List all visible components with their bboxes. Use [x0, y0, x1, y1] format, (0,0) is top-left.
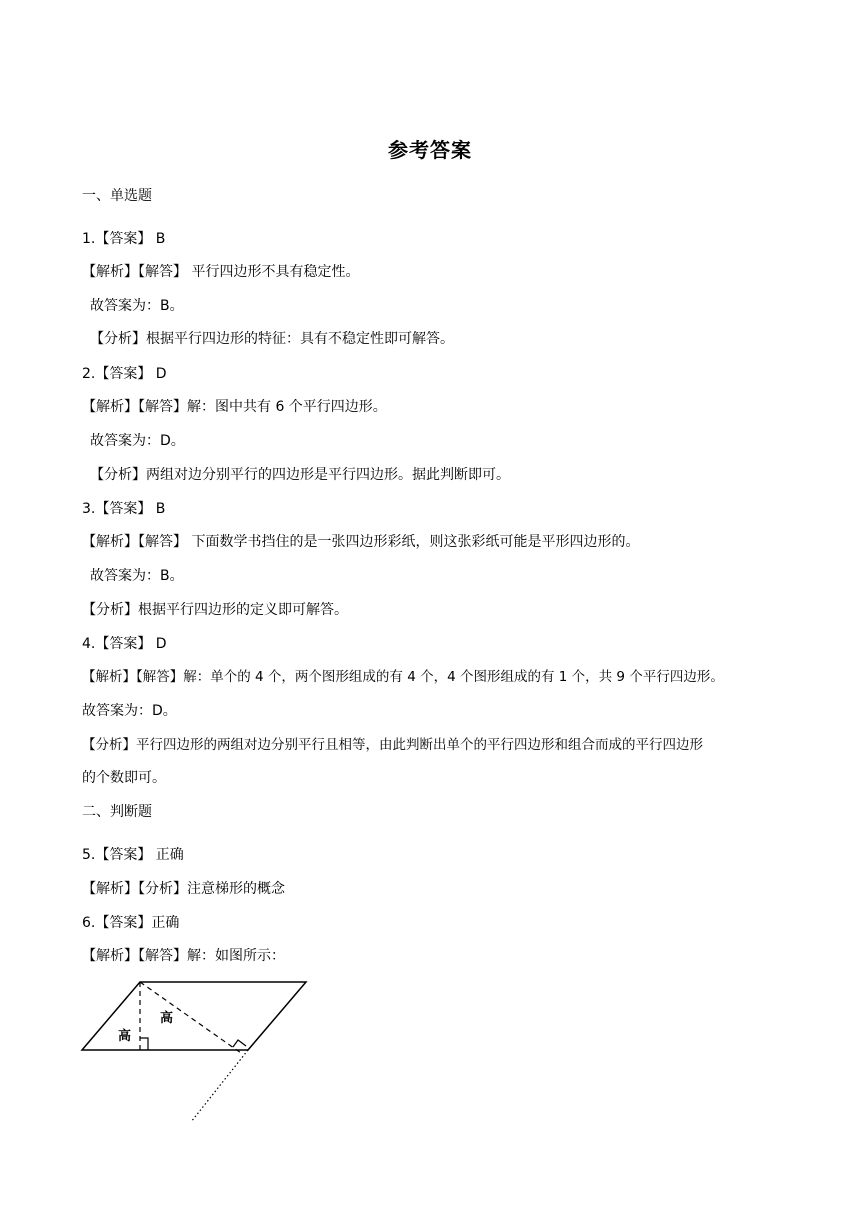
section-heading-true-false: 二、判断题: [82, 804, 152, 820]
analysis-2: 【分析】两组对边分别平行的四边形是平行四边形。据此判断即可。: [90, 467, 510, 483]
section-heading-single-choice: 一、单选题: [82, 188, 152, 204]
analysis-4: 【分析】平行四边形的两组对边分别平行且相等，由此判断出单个的平行四边形和组合而成的平行四边形: [82, 737, 703, 753]
page-title: 参考答案: [388, 138, 472, 162]
height-line-diagonal: [140, 982, 241, 1053]
explanation-2: 【解析】【解答】解：图中共有 6 个平行四边形。: [82, 399, 387, 415]
explanation-5: 【解析】【分析】注意梯形的概念: [82, 881, 285, 897]
answer-5: 5.【答案】 正确: [82, 847, 184, 863]
height-label-2: 高: [160, 1011, 174, 1026]
explanation-3: 【解析】【解答】 下面数学书挡住的是一张四边形彩纸，则这张彩纸可能是平形四边形的。: [82, 534, 640, 550]
answer-2: 2.【答案】 D: [82, 366, 167, 382]
conclusion-1: 故答案为：B。: [90, 298, 184, 314]
answer-4: 4.【答案】 D: [82, 636, 167, 652]
height-label-1: 高: [118, 1029, 132, 1044]
analysis-1: 【分析】根据平行四边形的特征：具有不稳定性即可解答。: [90, 331, 454, 347]
conclusion-4: 故答案为：D。: [82, 703, 177, 719]
answer-6: 6.【答案】正确: [82, 915, 180, 931]
explanation-4: 【解析】【解答】解：单个的 4 个，两个图形组成的有 4 个，4 个图形组成的有 1 个，共 9 个平行四边形。: [82, 669, 724, 685]
parallelogram-outline: [82, 982, 306, 1050]
parallelogram-height-figure: [78, 976, 318, 1128]
right-angle-mark-diagonal: [233, 1040, 246, 1047]
analysis-4-continued: 的个数即可。: [82, 770, 166, 786]
answer-1: 1.【答案】 B: [82, 231, 166, 247]
right-angle-mark-vertical: [140, 1038, 148, 1050]
explanation-6: 【解析】【解答】解：如图所示：: [82, 948, 285, 964]
answer-3: 3.【答案】 B: [82, 501, 166, 517]
explanation-1: 【解析】【解答】 平行四边形不具有稳定性。: [82, 264, 360, 280]
conclusion-2: 故答案为：D。: [90, 433, 185, 449]
conclusion-3: 故答案为：B。: [90, 568, 184, 584]
extended-side-dotted: [191, 1050, 248, 1122]
analysis-3: 【分析】根据平行四边形的定义即可解答。: [82, 602, 348, 618]
